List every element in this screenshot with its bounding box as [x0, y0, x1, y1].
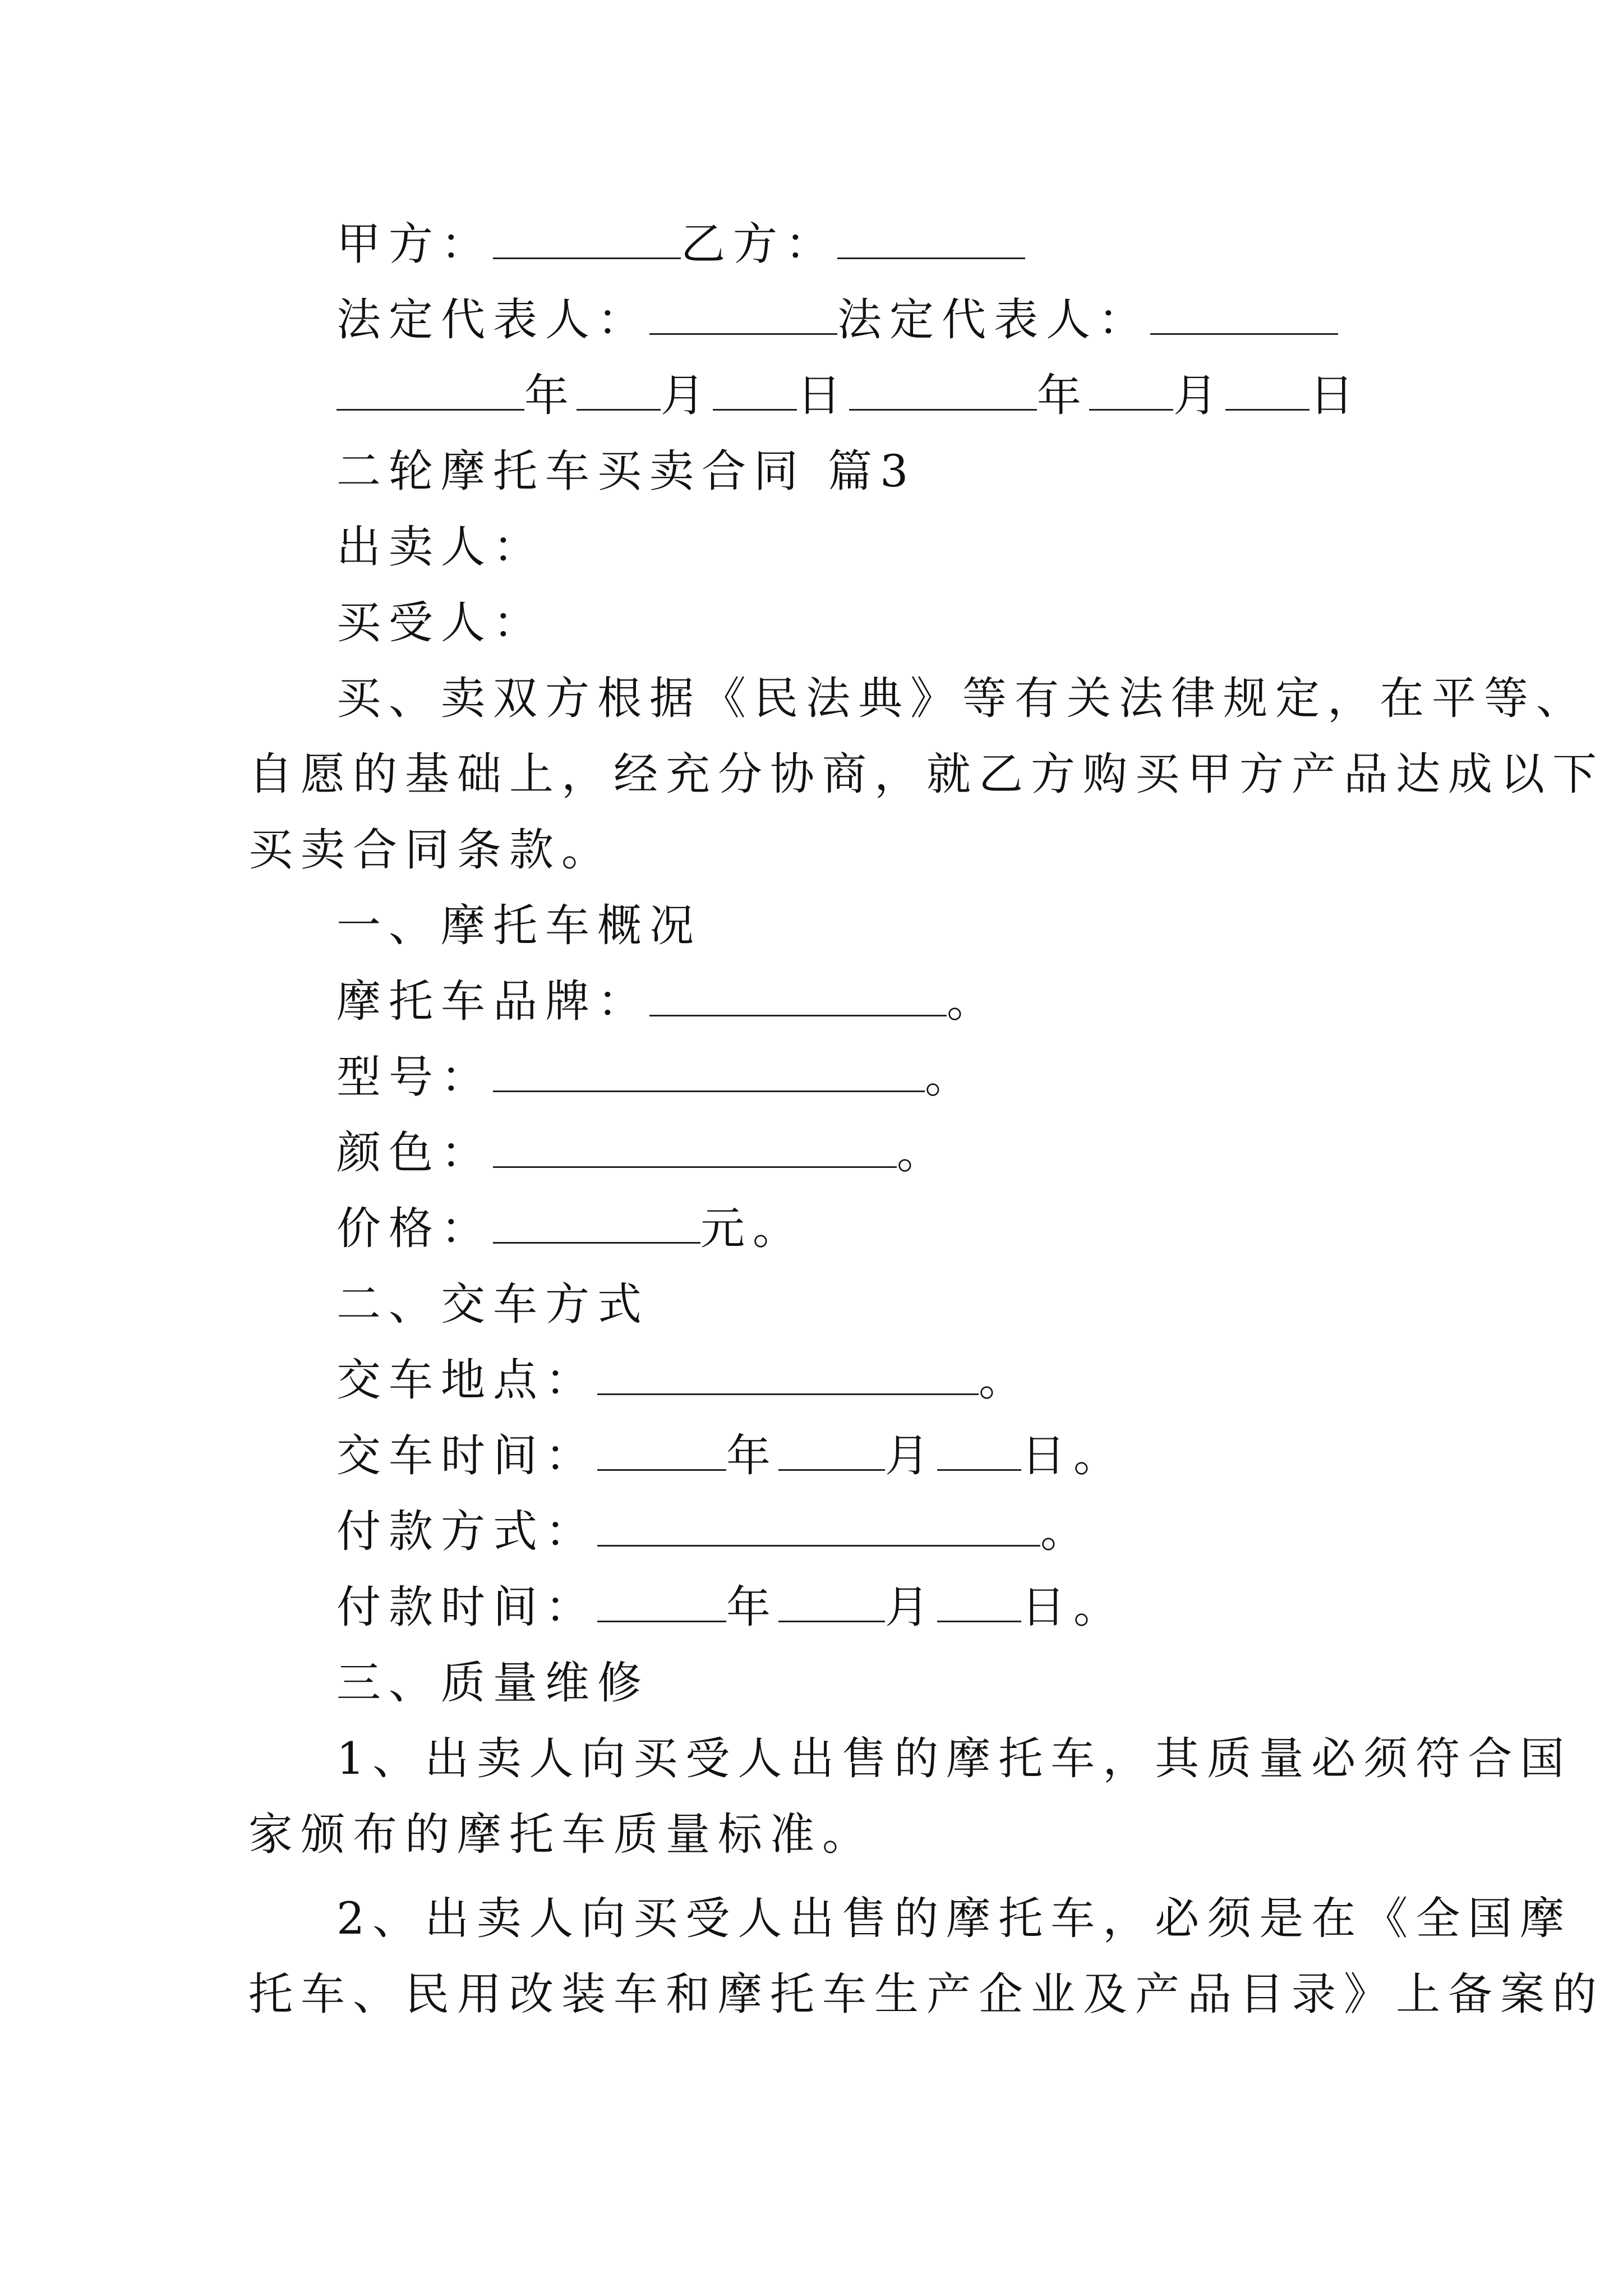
delivery-time-line [336, 1428, 1126, 1484]
overview-heading: 一、摩托车概况 [336, 900, 702, 951]
quality-item-2-line-1: 2、出卖人向买受人出售的摩托车，必须是在《全国摩 [336, 1893, 1573, 1944]
color-line [336, 1125, 949, 1181]
price-unit: 元。 [700, 1203, 805, 1254]
payment-method-line [336, 1503, 1092, 1559]
price-blank [493, 1207, 700, 1244]
brand-label: 摩托车品牌： [336, 976, 649, 1027]
delivery-place-label: 交车地点： [336, 1354, 597, 1406]
model-period: 。 [925, 1051, 977, 1103]
delivery-place-line [336, 1352, 1031, 1408]
delivery-place-blank [597, 1359, 979, 1395]
color-label: 颜色： [336, 1127, 493, 1179]
year-blank-a [336, 374, 524, 411]
price-line [336, 1200, 805, 1257]
intro-line-2: 自愿的基础上，经充分协商，就乙方购买甲方产品达成以下 [248, 748, 1604, 800]
year-label-a: 年 [524, 370, 577, 421]
delivery-year-blank [597, 1434, 726, 1471]
payment-method-blank [597, 1510, 1040, 1547]
payment-method-period: 。 [1040, 1506, 1092, 1557]
payment-year-label: 年 [726, 1581, 778, 1633]
day-blank-a [713, 374, 797, 411]
payment-day-blank [937, 1586, 1021, 1622]
delivery-month-blank [778, 1434, 885, 1471]
delivery-month-label: 月 [885, 1430, 937, 1481]
brand-period: 。 [947, 976, 999, 1027]
delivery-day-label: 日。 [1021, 1430, 1126, 1481]
day-label-a: 日 [797, 370, 849, 421]
quality-heading: 三、质量维修 [336, 1657, 649, 1709]
payment-year-blank [597, 1586, 726, 1622]
model-label: 型号： [336, 1051, 493, 1103]
delivery-year-label: 年 [726, 1430, 778, 1481]
legal-rep-a-blank [649, 298, 837, 335]
seller-label: 出卖人： [336, 521, 545, 573]
color-period: 。 [897, 1127, 949, 1179]
buyer-label: 买受人： [336, 597, 545, 648]
delivery-time-label: 交车时间： [336, 1430, 597, 1481]
month-label-a: 月 [661, 370, 713, 421]
legal-rep-b-blank [1150, 298, 1338, 335]
model-blank [493, 1056, 925, 1092]
payment-month-label: 月 [885, 1581, 937, 1633]
party-a-blank [493, 223, 681, 259]
color-blank [493, 1131, 897, 1168]
date-line [336, 367, 1362, 424]
month-label-b: 月 [1173, 370, 1225, 421]
payment-time-label: 付款时间： [336, 1581, 597, 1633]
day-label-b: 日 [1310, 370, 1362, 421]
payment-time-line [336, 1579, 1126, 1635]
year-blank-b [849, 374, 1037, 411]
month-blank-b [1089, 374, 1173, 411]
legal-rep-line [336, 292, 1338, 348]
section-title: 二轮摩托车买卖合同 篇3 [336, 445, 916, 497]
payment-method-label: 付款方式： [336, 1506, 597, 1557]
brand-line [336, 973, 999, 1029]
quality-item-2-line-2: 托车、民用改装车和摩托车生产企业及产品目录》上备案的 [248, 1968, 1604, 2020]
delivery-place-period: 。 [979, 1354, 1031, 1406]
intro-line-1: 买、卖双方根据《民法典》等有关法律规定，在平等、 [336, 673, 1588, 724]
party-a-label: 甲方： [336, 218, 493, 270]
quality-item-1-line-1: 1、出卖人向买受人出售的摩托车，其质量必须符合国 [336, 1733, 1573, 1784]
day-blank-b [1225, 374, 1310, 411]
payment-day-label: 日。 [1021, 1581, 1126, 1633]
model-line [336, 1049, 977, 1105]
brand-blank [649, 980, 947, 1016]
payment-month-blank [778, 1586, 885, 1622]
intro-line-3: 买卖合同条款。 [248, 824, 614, 876]
party-b-blank [837, 223, 1025, 259]
legal-rep-a-label: 法定代表人： [336, 294, 649, 346]
delivery-day-blank [937, 1434, 1021, 1471]
price-label: 价格： [336, 1203, 493, 1254]
party-b-label: 乙方： [681, 218, 837, 270]
month-blank-a [577, 374, 661, 411]
year-label-b: 年 [1037, 370, 1089, 421]
quality-item-1-line-2: 家颁布的摩托车质量标准。 [248, 1809, 874, 1860]
party-line [336, 216, 1025, 272]
legal-rep-b-label: 法定代表人： [837, 294, 1150, 346]
delivery-heading: 二、交车方式 [336, 1278, 649, 1330]
